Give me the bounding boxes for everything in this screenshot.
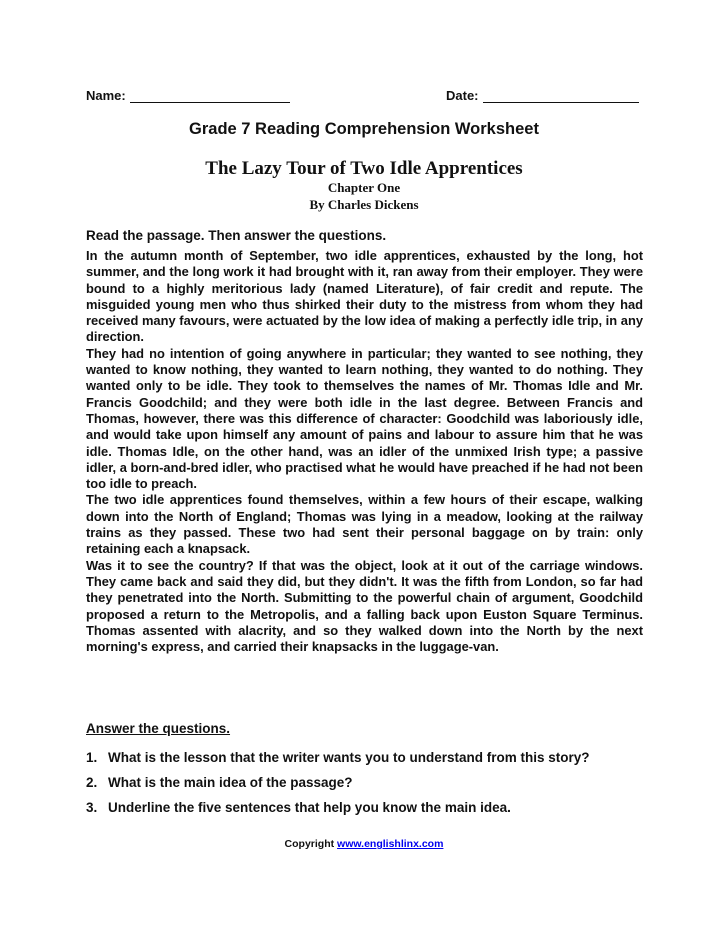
question-number: 3.: [86, 800, 98, 815]
date-field: [446, 88, 639, 103]
story-title: The Lazy Tour of Two Idle Apprentices: [205, 158, 523, 179]
passage-paragraph: They had no intention of going anywhere in particular; they wanted to see nothing, they wanted to know nothing, they wanted to learn nothing, they wanted to do nothing. They wanted only to be idle. They took to themselves the names of Mr. Thomas Idle and Mr. Francis Goodchild; and they were both idle in the last degree. Between Francis and Thomas, however, there was this difference of character: Goodchild was laboriously idle, and would take upon himself any amount of pains and labour to assure him that he was idle. Thomas Idle, on the other hand, was an idler of the unmixed Irish type; a passive idler, a born-and-bred idler, who practised what he would have preached if he had not been too idle to preach.: [86, 345, 643, 492]
name-field: [86, 88, 290, 103]
author-label: By Charles Dickens: [309, 197, 419, 212]
question-text: What is the main idea of the passage?: [108, 775, 353, 790]
copyright-label: Copyright: [284, 838, 335, 850]
passage-paragraph: In the autumn month of September, two idle apprentices, exhausted by the long, hot summer, and the long work it had brought with it, ran away from their employer. They were bound to a highly meritorious lady (named Literature), of fair credit and repute. The misguided young men who thus shirked their duty to the mistress from whom they had received many favours, were actuated by the low idea of making a perfectly idle trip, in any direction.: [86, 248, 643, 345]
passage: [86, 248, 643, 655]
name-label: Name:: [86, 88, 126, 103]
question-item: [86, 749, 646, 774]
question-text: Underline the five sentences that help you know the main idea.: [108, 800, 511, 815]
answer-heading: Answer the questions.: [86, 721, 231, 736]
chapter-label: Chapter One: [327, 180, 401, 195]
question-number: 2.: [86, 775, 98, 790]
name-blank-line[interactable]: [130, 90, 290, 103]
worksheet-title: Grade 7 Reading Comprehension Worksheet: [189, 120, 539, 138]
copyright-footer: [0, 838, 728, 850]
question-item: [86, 799, 646, 824]
date-blank-line[interactable]: [483, 90, 639, 103]
question-text: What is the lesson that the writer wants you to understand from this story?: [108, 750, 590, 765]
question-item: [86, 774, 646, 799]
question-number: 1.: [86, 750, 98, 765]
question-list: [86, 749, 646, 824]
passage-paragraph: The two idle apprentices found themselves, within a few hours of their escape, walking down into the North of England; Thomas was lying in a meadow, looking at the railway trains as they passed. These two had sent their personal baggage on by train: only retaining each a knapsack.: [86, 492, 643, 557]
passage-paragraph: Was it to see the country? If that was the object, look at it out of the carriage windows. They came back and said they did, but they didn't. It was the fifth from London, so far had they penetrated into the North. Submitting to the powerful chain of argument, Goodchild proposed a return to the Metropolis, and a falling back upon Euston Square Terminus. Thomas assented with alacrity, and so they walked down into the North by the next morning's express, and carried their knapsacks in the luggage-van.: [86, 557, 643, 655]
englishlinx-link[interactable]: www.englishlinx.com: [337, 838, 444, 850]
date-label: Date:: [446, 88, 479, 103]
instructions: Read the passage. Then answer the questions.: [86, 228, 387, 243]
